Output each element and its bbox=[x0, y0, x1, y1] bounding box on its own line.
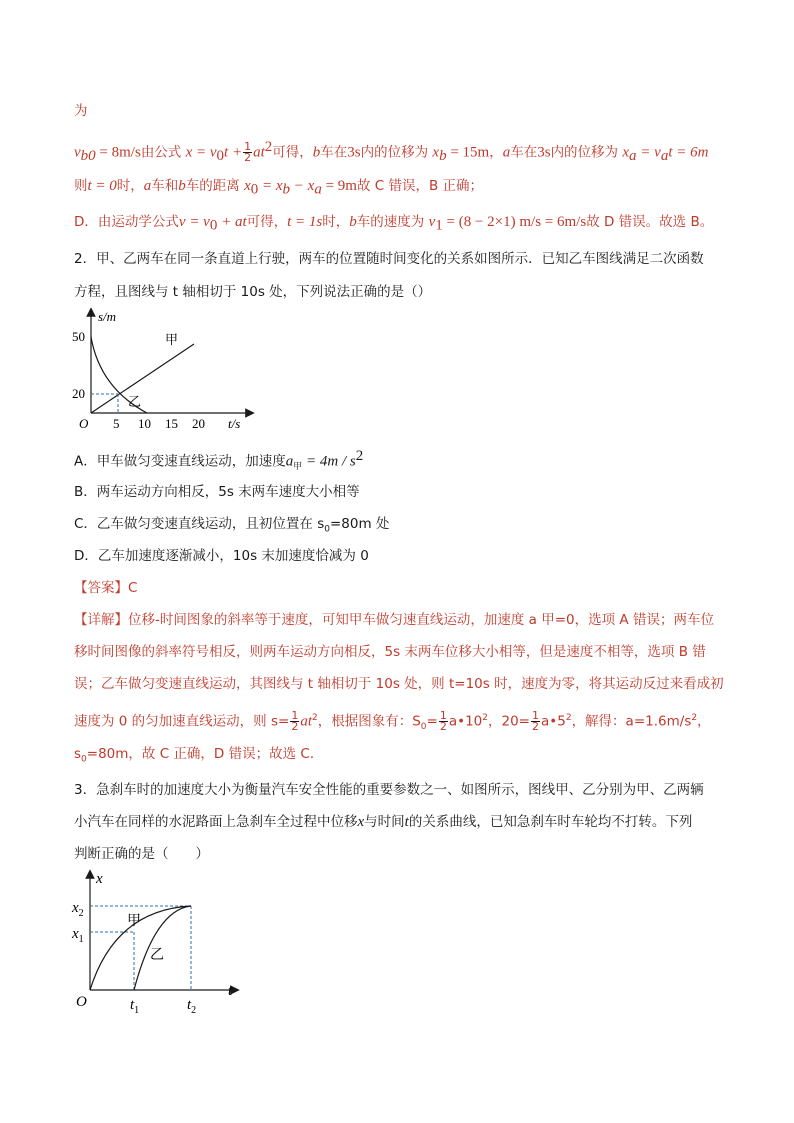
q3-displacement-time-graph bbox=[70, 868, 245, 1013]
x1-label: $x_1$ bbox=[72, 926, 84, 945]
y-axis-label: s/m bbox=[98, 309, 117, 324]
ytick-50: 50 bbox=[72, 329, 85, 344]
q2-option-a: A．甲车做匀变速直线运动，加速度$a_甲 = 4m / s^2$ bbox=[74, 448, 364, 473]
t2-label: $t_2$ bbox=[187, 997, 197, 1013]
q2-option-c: C．乙车做匀变速直线运动，且初位置在 $s_0=80m$ 处 bbox=[74, 516, 390, 535]
jia-label: 甲 bbox=[165, 332, 179, 347]
xtick-5: 5 bbox=[113, 416, 120, 431]
origin-label: O bbox=[79, 416, 89, 431]
xtick-20: 20 bbox=[192, 416, 205, 431]
q2-detail-line-3: 误；乙车做匀变速直线运动，其图线与 t 轴相切于 10s 处，则 t=10s 时，速度为零，将其运动反过来看成初 bbox=[74, 676, 724, 692]
t1-label: $t_1$ bbox=[130, 997, 140, 1013]
x2-label: $x_2$ bbox=[72, 900, 84, 919]
prev-line-0: 为 bbox=[74, 103, 88, 119]
q3-stem-line-3: 判断正确的是（ ） bbox=[74, 846, 209, 862]
yi-label: 乙 bbox=[128, 394, 142, 409]
x-axis-label: t/s bbox=[228, 416, 241, 431]
prev-line-2: 则t = 0时，a车和b车的距离 $x_0 = x_b - x_a = 9m$故 C 错误，B 正确； bbox=[74, 178, 484, 198]
xtick-15: 15 bbox=[165, 416, 178, 431]
q2-detail-line-2: 移时间图像的斜率符号相反，则两车运动方向相反，5s 末两车位移大小相等，但是速度不相等，选项 B 错 bbox=[74, 644, 706, 660]
fraction: $\frac{1}{2}$ bbox=[244, 140, 252, 164]
jia-label: 甲 bbox=[127, 914, 141, 929]
q2-detail-line-5: $s_0=80m$，故 C 正确，D 错误；故选 C． bbox=[74, 746, 324, 765]
q3-stem-line-1: 3．急刹车时的加速度大小为衡量汽车安全性能的重要参数之一、如图所示，图线甲、乙分别为甲、乙两辆 bbox=[74, 782, 704, 798]
prev-line-3: D．由运动学公式$v = v_0$ + at可得，t = 1s时，b车的速度为 $v_1 = (8 - 2\times 1) m/s = 6m/s$故 D 错误。故选 B。 bbox=[74, 214, 714, 234]
q2-answer: 【答案】C bbox=[74, 580, 138, 596]
q2-stem-line-2: 方程，且图线与 t 轴相切于 10s 处，下列说法正确的是（） bbox=[74, 284, 432, 300]
q2-detail-line-1: 【详解】位移-时间图象的斜率等于速度，可知甲车做匀速直线运动，加速度 a 甲=0，选项 A 错误；两车位 bbox=[74, 612, 714, 628]
q2-stem-line-1: 2．甲、乙两车在同一条直道上行驶，两车的位置随时间变化的关系如图所示．已知乙车图线满足二次函数 bbox=[74, 251, 704, 267]
q3-stem-line-2: 小汽车在同样的水泥路面上急刹车全过程中位移x与时间t的关系曲线，已知急刹车时车轮均不打转。下列 bbox=[74, 814, 693, 830]
ytick-20: 20 bbox=[72, 386, 85, 401]
yi-label: 乙 bbox=[150, 948, 164, 963]
xtick-10: 10 bbox=[138, 416, 151, 431]
jia-line bbox=[91, 344, 194, 413]
x-axis-label: t bbox=[228, 983, 233, 999]
q2-option-b: B．两车运动方向相反，5s 末两车速度大小相等 bbox=[74, 484, 360, 500]
origin-label: O bbox=[76, 994, 87, 1010]
prev-line-1: $v_{b0} = 8m/s$由公式 $x = v_0t$ + $\frac{1}{2}$ $at^2$可得，b车在3s内的位移为 $x_b = 15m$，a车在3s内的位移为 $x_a = v_at = 6m$ bbox=[74, 139, 709, 165]
q2-position-time-graph bbox=[70, 308, 260, 433]
q2-option-d: D．乙车加速度逐渐减小，10s 末加速度恰减为 0 bbox=[74, 548, 369, 564]
y-axis-label: x bbox=[96, 871, 103, 887]
q2-detail-line-4: 速度为 0 的匀加速直线运动，则 s= $\frac{1}{2}$ $at^2$，根据图象有：$S_0=$ $\frac{1}{2}$ $a•10^2$，20= $\frac{1}{2}$ $a•5^2$，解得：$a=1.6m/s^2$， bbox=[74, 709, 711, 733]
